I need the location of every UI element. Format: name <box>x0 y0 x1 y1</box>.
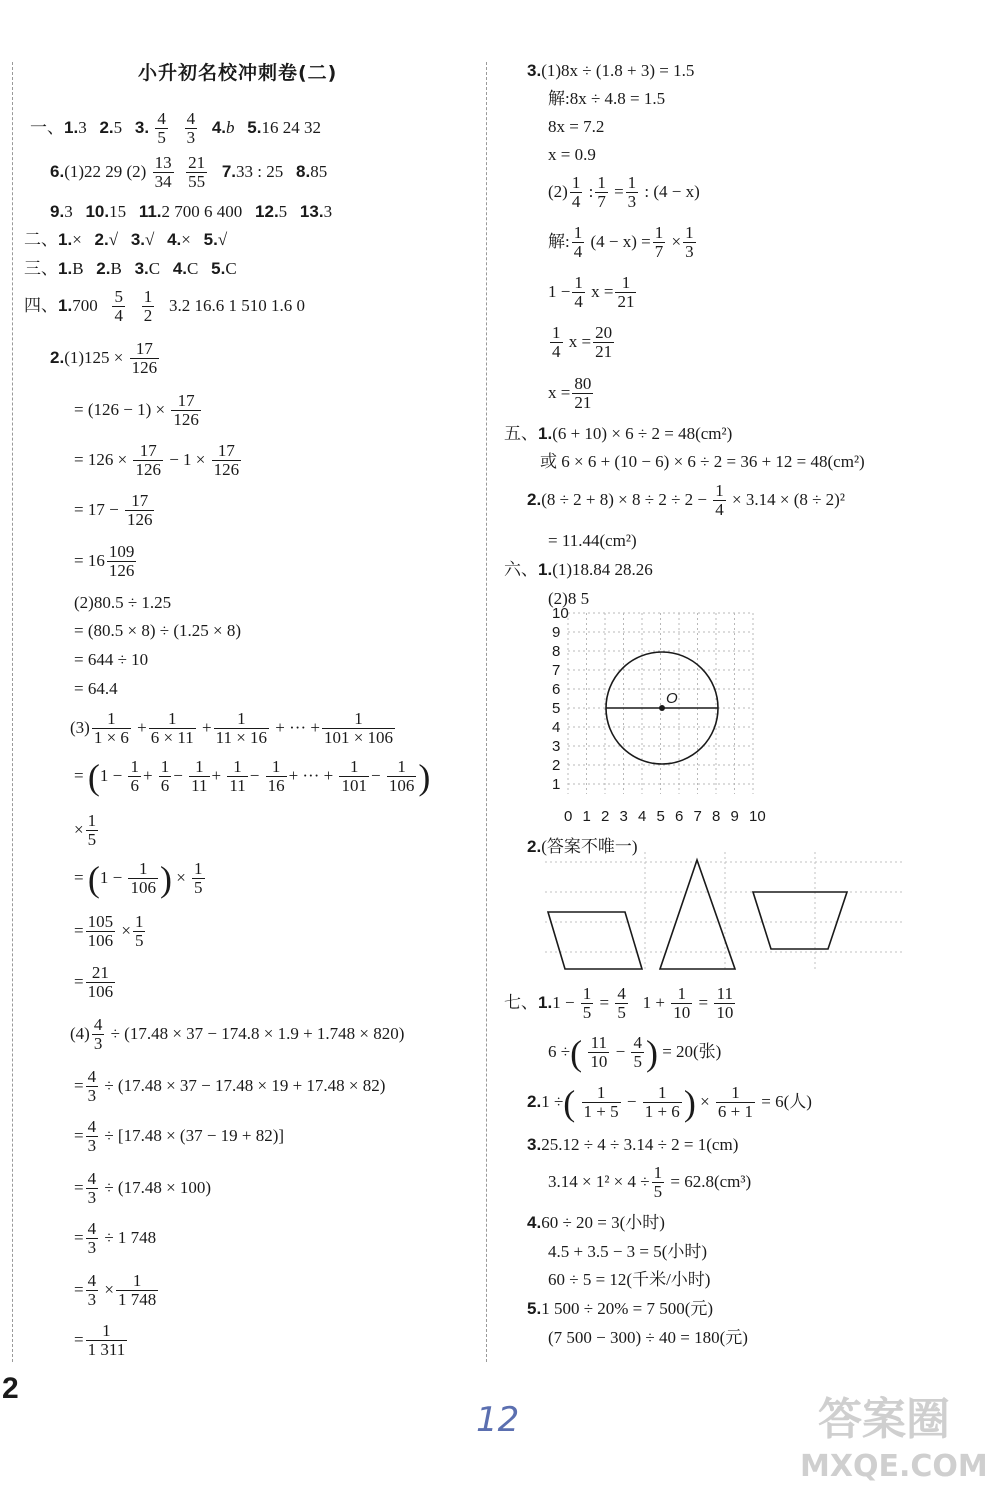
fraction: $\frac{17}{126}$ <box>135 441 161 480</box>
fraction: $\frac{1}{5}$ <box>87 811 97 850</box>
x-tick-label: 7 <box>693 808 702 825</box>
fraction: $\frac{1}{5}$ <box>134 912 144 951</box>
fraction: $\frac{1}{106}$ <box>388 757 415 796</box>
eq-3-6: 解: $\frac{1}{4}$ (4 − x) = $\frac{1}{7}$ × $\frac{1}{3}$ <box>548 223 694 262</box>
fraction: $\frac{1}{4}$ <box>574 273 583 312</box>
fraction: $\frac{17}{126}$ <box>213 441 240 480</box>
fraction: $\frac{1}{106}$ <box>130 859 156 898</box>
calc-4-6: = $\frac{4}{3}$ × $\frac{1}{1 748}$ <box>74 1271 157 1310</box>
fraction: $\frac{1}{3}$ <box>627 173 637 212</box>
fraction: $\frac{1}{1 311}$ <box>87 1321 126 1360</box>
fraction: $\frac{1}{101 \times 106}$ <box>323 709 394 748</box>
fraction: $\frac{1}{6}$ <box>130 757 139 796</box>
fraction: $\frac{11}{10}$ <box>716 984 734 1023</box>
fraction: $\frac{1}{5}$ <box>653 1163 663 1202</box>
calc-4-2: = $\frac{4}{3}$ ÷ (17.48 × 37 − 17.48 × 19 + 17.48 × 82) <box>74 1067 386 1106</box>
fraction: $\frac{1}{21}$ <box>617 273 635 312</box>
y-tick-label: 1 <box>552 776 561 793</box>
eq-3-1: 3.(1)8x ÷ (1.8 + 3) = 1.5 <box>527 61 695 80</box>
fraction: $\frac{21}{106}$ <box>87 963 114 1002</box>
calc-4-7: = $\frac{1}{1 311}$ <box>74 1321 126 1360</box>
shapes-figure <box>545 852 905 982</box>
y-tick-label: 3 <box>552 738 561 755</box>
center-point <box>659 705 665 711</box>
app-7-4: 3.25.12 ÷ 4 ÷ 3.14 ÷ 2 = 1(cm) <box>527 1135 739 1154</box>
page-number: 2 <box>2 1372 19 1405</box>
draw-6-2: (2)8 5 <box>548 589 590 608</box>
watermark-logo: 答案圈 <box>818 1394 950 1445</box>
fraction: $\frac{1}{6 \times 11}$ <box>150 709 194 748</box>
fraction: $\frac{1}{7}$ <box>597 173 606 212</box>
fraction: $\frac{17}{126}$ <box>126 491 153 530</box>
y-tick-label: 2 <box>552 757 561 774</box>
fraction: $\frac{13}{34}$ <box>154 153 172 192</box>
x-tick-label: 2 <box>601 808 610 825</box>
center-label: O <box>666 690 678 707</box>
x-tick-label: 10 <box>749 808 766 825</box>
area-5-2: 或 6 × 6 + (10 − 6) × 6 ÷ 2 = 36 + 12 = 48(cm²) <box>540 452 865 471</box>
fraction: $\frac{1}{10}$ <box>673 984 691 1023</box>
x-tick-label: 1 <box>582 808 591 825</box>
fraction: $\frac{1}{16}$ <box>267 757 285 796</box>
calc-4-4: = $\frac{4}{3}$ ÷ (17.48 × 100) <box>74 1169 212 1208</box>
app-7-8: 60 ÷ 5 = 12(千米/小时) <box>548 1270 711 1289</box>
calc-2-1: 2.(1)125 × $\frac{17}{126}$ <box>50 339 158 378</box>
fraction: $\frac{80}{21}$ <box>574 374 592 413</box>
app-7-7: 4.5 + 3.5 − 3 = 5(小时) <box>548 1242 708 1261</box>
fraction: $\frac{1}{4}$ <box>715 481 724 520</box>
x-tick-label: 9 <box>730 808 739 825</box>
fraction: $\frac{17}{126}$ <box>173 391 199 430</box>
fraction: $\frac{4}{5}$ <box>157 109 166 148</box>
calc-2-5: = 16 $\frac{109}{126}$ <box>74 542 135 581</box>
fraction: $\frac{1}{3}$ <box>685 223 694 262</box>
fraction: $\frac{4}{5}$ <box>633 1033 642 1072</box>
eq-3-7: 1 − $\frac{1}{4}$ x = $\frac{1}{21}$ <box>548 273 635 312</box>
fraction: $\frac{4}{3}$ <box>186 109 196 148</box>
fraction: $\frac{1}{6}$ <box>160 757 170 796</box>
fraction: $\frac{1}{1 + 5}$ <box>583 1083 619 1122</box>
fraction: $\frac{1}{6 + 1}$ <box>717 1083 753 1122</box>
calc-4-5: = $\frac{4}{3}$ ÷ 1 748 <box>74 1219 157 1258</box>
fraction: $\frac{1}{7}$ <box>654 223 664 262</box>
x-tick-label: 4 <box>638 808 647 825</box>
y-tick-label: 10 <box>552 605 569 622</box>
page-title: 小升初名校冲刺卷(二) <box>138 62 338 84</box>
app-7-2: 6 ÷( $\frac{11}{10}$ − $\frac{4}{5}$ ) = 20(张) <box>548 1032 722 1073</box>
fraction: $\frac{4}{3}$ <box>87 1117 97 1156</box>
fraction: $\frac{4}{5}$ <box>617 984 626 1023</box>
answer-line-1-2: 6.(1)22 29 (2) $\frac{13}{34}$ $\frac{21}{55}$ 7.33 : 25 8.85 <box>50 153 328 192</box>
fraction: $\frac{1}{2}$ <box>143 287 153 326</box>
calc-3-5: = $\frac{105}{106}$ × $\frac{1}{5}$ <box>74 912 144 951</box>
fraction: $\frac{1}{11}$ <box>229 757 246 796</box>
fraction: $\frac{1}{5}$ <box>194 859 203 898</box>
fraction: $\frac{1}{4}$ <box>573 223 583 262</box>
answer-line-2: 二、1.× 2.√ 3.√ 4.× 5.√ <box>24 230 228 249</box>
fraction: $\frac{4}{3}$ <box>93 1015 103 1054</box>
answer-line-3: 三、1.B 2.B 3.C 4.C 5.C <box>24 259 237 278</box>
fraction: $\frac{1}{1 + 6}$ <box>644 1083 680 1122</box>
fraction: $\frac{109}{126}$ <box>108 542 135 581</box>
calc-4-3: = $\frac{4}{3}$ ÷ [17.48 × (37 − 19 + 82)] <box>74 1117 285 1156</box>
fraction: $\frac{5}{4}$ <box>114 287 123 326</box>
calc-2-2: = (126 − 1) × $\frac{17}{126}$ <box>74 391 199 430</box>
calc-3-1: (3) $\frac{1}{1 \times 6}$ + $\frac{1}{6 \times 11}$ + $\frac{1}{11 \times 16}$ + ··· + $\frac{1}{101 \times 106}$ <box>70 709 394 748</box>
area-5-3: 2.(8 ÷ 2 + 8) × 8 ÷ 2 ÷ 2 − $\frac{1}{4}$ × 3.14 × (8 ÷ 2)² <box>527 481 845 520</box>
calc-2-6: (2)80.5 ÷ 1.25 <box>74 593 172 612</box>
eq-3-3: 8x = 7.2 <box>548 117 605 136</box>
eq-3-5: (2) $\frac{1}{4}$ : $\frac{1}{7}$ = $\frac{1}{3}$ : (4 − x) <box>548 173 700 212</box>
fraction: $\frac{20}{21}$ <box>595 323 613 362</box>
x-tick-label: 0 <box>564 808 573 825</box>
eq-3-8: $\frac{1}{4}$ x = $\frac{20}{21}$ <box>552 323 613 362</box>
fraction: $\frac{11}{10}$ <box>590 1033 608 1072</box>
calc-3-4: = (1 − $\frac{1}{106}$ ) × $\frac{1}{5}$ <box>74 858 203 899</box>
app-7-1: 七、1.1 − $\frac{1}{5}$ = $\frac{4}{5}$ 1 + $\frac{1}{10}$ = $\frac{11}{10}$ <box>504 984 734 1023</box>
trapezoid-shape <box>753 892 847 949</box>
fraction: $\frac{4}{3}$ <box>87 1067 97 1106</box>
app-7-3: 2.1 ÷( $\frac{1}{1 + 5}$ − $\frac{1}{1 + 6}$ ) × $\frac{1}{6 + 1}$ = 6(人) <box>527 1082 812 1123</box>
y-tick-label: 8 <box>552 643 561 660</box>
calc-2-4: = 17 − $\frac{17}{126}$ <box>74 491 153 530</box>
column-divider <box>486 62 487 1362</box>
fraction: $\frac{1}{1 \times 6}$ <box>93 709 129 748</box>
fraction: $\frac{4}{3}$ <box>87 1271 97 1310</box>
x-tick-label: 8 <box>712 808 721 825</box>
calc-4-1: (4) $\frac{4}{3}$ ÷ (17.48 × 37 − 174.8 × 1.9 + 1.748 × 820) <box>70 1015 405 1054</box>
app-7-5: 3.14 × 1² × 4 ÷ $\frac{1}{5}$ = 62.8(cm³) <box>548 1163 752 1202</box>
calc-2-3: = 126 × $\frac{17}{126}$ − 1 × $\frac{17}{126}$ <box>74 441 240 480</box>
draw-6-1: 六、1.(1)18.84 28.26 <box>504 560 653 579</box>
x-tick-label: 6 <box>675 808 684 825</box>
answer-line-1-3: 9.3 10.15 11.2 700 6 400 12.5 13.3 <box>50 202 333 221</box>
fraction: $\frac{1}{11 \times 16}$ <box>215 709 268 748</box>
fraction: $\frac{21}{55}$ <box>188 153 206 192</box>
fraction: $\frac{17}{126}$ <box>131 339 158 378</box>
area-5-4: = 11.44(cm²) <box>548 531 637 550</box>
eq-3-4: x = 0.9 <box>548 145 596 164</box>
app-7-6: 4.60 ÷ 20 = 3(小时) <box>527 1213 665 1232</box>
left-margin-rule <box>12 62 13 1362</box>
calc-3-3: × $\frac{1}{5}$ <box>74 811 97 850</box>
calc-3-6: = $\frac{21}{106}$ <box>74 963 114 1002</box>
fraction: $\frac{1}{5}$ <box>582 984 592 1023</box>
answer-line-4-1: 四、1.700 $\frac{5}{4}$ $\frac{1}{2}$ 3.2 16.6 1 510 1.6 0 <box>24 287 305 326</box>
y-tick-label: 4 <box>552 719 561 736</box>
handwritten-page-mark: 12 <box>476 1400 520 1440</box>
y-tick-label: 9 <box>552 624 561 641</box>
y-tick-label: 6 <box>552 681 561 698</box>
y-tick-label: 7 <box>552 662 561 679</box>
calc-2-9: = 64.4 <box>74 679 118 698</box>
answer-line-1-1: 一、1.3 2.5 3. $\frac{4}{5}$ $\frac{4}{3}$ 4.b 5.16 24 32 <box>30 109 321 148</box>
app-7-10: (7 500 − 300) ÷ 40 = 180(元) <box>548 1328 748 1347</box>
y-tick-label: 5 <box>552 700 561 717</box>
fraction: $\frac{1}{11}$ <box>191 757 208 796</box>
watermark-url: MXQE.COM <box>800 1449 988 1484</box>
area-5-1: 五、1.(6 + 10) × 6 ÷ 2 = 48(cm²) <box>504 424 733 443</box>
fraction: $\frac{1}{1 748}$ <box>117 1271 157 1310</box>
fraction: $\frac{1}{101}$ <box>341 757 367 796</box>
triangle-shape <box>660 860 735 969</box>
x-tick-label: 3 <box>619 808 628 825</box>
calc-2-7: = (80.5 × 8) ÷ (1.25 × 8) <box>74 621 241 640</box>
fraction: $\frac{4}{3}$ <box>87 1219 97 1258</box>
fraction: $\frac{4}{3}$ <box>87 1169 97 1208</box>
coordinate-grid-circle <box>540 603 780 823</box>
fraction: $\frac{1}{4}$ <box>571 173 581 212</box>
fraction: $\frac{105}{106}$ <box>87 912 114 951</box>
x-tick-label: 5 <box>656 808 665 825</box>
app-7-9: 5.1 500 ÷ 20% = 7 500(元) <box>527 1299 714 1318</box>
calc-3-2: = (1 − $\frac{1}{6}$ + $\frac{1}{6}$ − $\frac{1}{11}$ + $\frac{1}{11}$ − $\frac{1}{16}$ + ··· + $\frac{1}{101}$ − $\frac{1}{106}$ ) <box>74 756 431 797</box>
draw-6-3: 2.(答案不唯一) <box>527 837 638 856</box>
parallelogram-shape <box>548 912 642 969</box>
fraction: $\frac{1}{4}$ <box>552 323 561 362</box>
eq-3-2: 解:8x ÷ 4.8 = 1.5 <box>548 89 666 108</box>
eq-3-9: x = $\frac{80}{21}$ <box>548 374 592 413</box>
calc-2-8: = 644 ÷ 10 <box>74 650 149 669</box>
